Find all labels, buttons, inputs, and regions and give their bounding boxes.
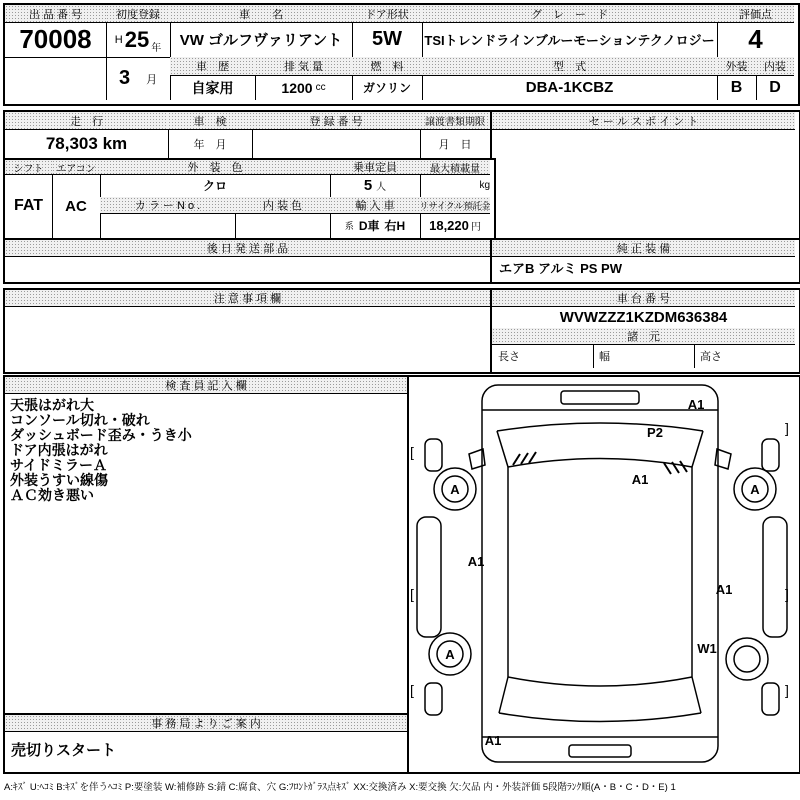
import-car-value (330, 213, 420, 238)
history-label: 車 歴 (170, 57, 255, 75)
corner-bracket: ] (785, 586, 789, 602)
rear-window-left (499, 677, 508, 713)
sales-point-section (490, 110, 800, 244)
exterior-color-label: 外 装 色 (100, 160, 330, 174)
damage-label: W1 (697, 641, 717, 656)
model-code-value: DBA-1KCBZ (525, 79, 614, 96)
exterior-grade-value: B (730, 78, 743, 96)
capacity-value (330, 174, 420, 197)
exterior-label: 外装 (717, 57, 756, 75)
genuine-equipment-label: 純 正 装 備 (492, 240, 795, 256)
recycle-amount: 18,220 (429, 218, 469, 233)
import-car: D車 (358, 219, 380, 233)
inspector-note: ダッシュボード歪み・うき小 (10, 427, 192, 443)
auction-number-value: 70008 (19, 24, 92, 54)
inspection-expiry-label: 車 検 (168, 112, 252, 129)
inspector-note: 天張はがれ大 (10, 397, 94, 413)
grade-label: グ レ ー ド (422, 5, 717, 22)
genuine-equipment-value: エアB アルミ PS PW (499, 260, 622, 276)
aircon-value: AC (65, 197, 87, 215)
damage-label: A1 (484, 733, 502, 748)
inspector-notes-list (10, 398, 402, 503)
rear-right-wheel-inner (734, 646, 760, 672)
mileage-label: 走 行 (5, 112, 168, 129)
score-value: 4 (748, 24, 763, 54)
car-name-label: 車 名 (170, 5, 352, 22)
interior-color-label: 内 装 色 (235, 197, 330, 213)
windshield-top (497, 423, 703, 431)
mileage-value: 78,303 km (45, 133, 128, 153)
later-parts-label: 後 日 発 送 部 品 (5, 240, 490, 256)
left-side-panel (417, 517, 441, 637)
auction-number-label: 出 品 番 号 (5, 5, 106, 22)
max-load-unit: kg (479, 180, 490, 191)
car-outline-group (417, 385, 787, 762)
inspector-note: サイドミラーＡ (10, 457, 108, 473)
corner-bracket: ] (785, 682, 789, 698)
damage-label: A1 (687, 397, 705, 412)
grade-value: TSIトレンドラインブルーモーションテクノロジー (424, 33, 715, 48)
equipment-section (3, 158, 496, 244)
disp-number: 1200 (281, 79, 313, 96)
month-unit: 月 (146, 73, 158, 86)
door-shape-value: 5W (372, 28, 402, 50)
specs-label: 諸 元 (492, 328, 795, 344)
transfer-deadline-label: 譲渡書類期限 (420, 112, 490, 129)
spec-length-label: 長さ (498, 351, 520, 363)
score-label: 評価点 (717, 5, 794, 22)
rear-window-top (508, 677, 692, 686)
interior-color-value (235, 213, 330, 238)
door-shape-label: ドア形状 (352, 5, 422, 22)
caution-section (3, 288, 496, 374)
damage-label: A1 (631, 472, 649, 487)
registration-number-label: 登 録 番 号 (252, 112, 420, 129)
car-body-outline (482, 385, 718, 762)
office-notice-label: 事 務 局 よ り ご 案 内 (5, 715, 407, 731)
rear-plate (569, 745, 631, 757)
capacity-label: 乗車定員 (330, 160, 420, 174)
corner-bracket: [ (410, 682, 414, 698)
import-car-label: 輸 入 車 (330, 197, 420, 213)
windshield-left (497, 431, 508, 467)
fuel-label: 燃 料 (352, 57, 422, 75)
corner-bracket: [ (410, 444, 414, 460)
era-prefix: H (114, 33, 123, 46)
displacement-value (255, 75, 352, 100)
office-notice-value: 売切りスタート (11, 741, 117, 759)
shift-value: FAT (13, 197, 44, 214)
displacement-label: 排 気 量 (255, 57, 352, 75)
rear-right-wheel (726, 638, 768, 680)
history-value: 自家用 (191, 79, 234, 96)
left-front-fender (425, 439, 442, 471)
inspection-expiry-value: 年 月 (193, 138, 227, 151)
capacity-unit: 人 (376, 182, 387, 193)
color-number-label: カ ラ ー N o . (100, 197, 235, 213)
divider (5, 731, 407, 732)
inspector-notes-section (3, 375, 413, 719)
inspector-note: コンソール切れ・破れ (10, 412, 150, 428)
damage-label: A1 (467, 554, 485, 569)
later-parts-value (5, 256, 490, 278)
damage-labels-group (445, 397, 760, 748)
capacity-number: 5 (363, 177, 373, 194)
recycle-deposit-value (420, 213, 490, 238)
reg-year: 25 (124, 26, 150, 52)
rear-window-bottom (499, 713, 701, 722)
max-load-label: 最大積載量 (420, 160, 490, 174)
interior-grade-value: D (769, 78, 781, 96)
sales-point-value (492, 129, 795, 238)
right-rear-fender (762, 683, 779, 715)
car-diagram-section (407, 375, 800, 774)
damage-label: A (445, 647, 455, 662)
import-handle: 右H (384, 219, 406, 233)
spec-height-label: 高さ (700, 351, 722, 363)
right-side-panel (763, 517, 787, 637)
divider (5, 393, 407, 394)
disp-unit: cc (315, 82, 326, 93)
shift-label: シフト (5, 160, 52, 174)
transfer-deadline-value: 月 日 (438, 138, 472, 151)
corner-bracket: [ (410, 586, 414, 602)
chassis-number-value: WVWZZZ1KZDM636384 (559, 308, 728, 326)
import-prefix: 系 (344, 221, 354, 231)
chassis-number-label: 車 台 番 号 (492, 290, 795, 306)
exterior-color-value: クロ (202, 179, 227, 193)
windshield-right (692, 431, 703, 467)
inspector-note: 外装うすい線傷 (10, 472, 108, 488)
registration-number-value (252, 129, 420, 158)
inspector-note: ドア内張はがれ (10, 442, 108, 458)
front-plate (561, 391, 639, 404)
damage-label: P2 (647, 425, 663, 440)
reg-month: 3 (118, 67, 131, 89)
fuel-value: ガソリン (362, 81, 411, 95)
year-unit: 年 (151, 43, 162, 54)
aircon-label: エアコン (52, 160, 100, 174)
left-rear-fender (425, 683, 442, 715)
genuine-equipment-section (490, 238, 800, 284)
right-front-fender (762, 439, 779, 471)
damage-label: A1 (715, 582, 733, 597)
top-info-section (3, 3, 800, 106)
damage-label: A (750, 482, 760, 497)
rear-window-right (692, 677, 701, 713)
color-number-value (100, 213, 235, 238)
car-name-value: VW ゴルフヴァリアント (179, 32, 343, 49)
recycle-unit: 円 (470, 222, 481, 233)
later-parts-section (3, 238, 496, 284)
sales-point-label: セ ー ル ス ポ イ ン ト (492, 112, 795, 129)
model-code-label: 型 式 (422, 57, 717, 75)
chassis-specs-section (490, 288, 800, 374)
inspector-notes-label: 検 査 員 記 入 欄 (5, 377, 407, 393)
recycle-deposit-label: リサイクル預託金 (420, 197, 490, 213)
inspector-note: ＡＣ効き悪い (10, 487, 94, 503)
spec-width-label: 幅 (599, 351, 610, 363)
caution-label: 注 意 事 項 欄 (5, 290, 490, 306)
interior-label: 内装 (756, 57, 794, 75)
first-registration-year (106, 22, 170, 57)
corner-bracket: ] (785, 420, 789, 436)
damage-label: A (450, 482, 460, 497)
car-diagram (409, 377, 795, 768)
caution-value (5, 306, 490, 368)
first-registration-label: 初度登録 (106, 5, 170, 22)
mileage-section (3, 110, 496, 164)
first-registration-month (106, 57, 170, 100)
office-notice-section (3, 713, 413, 774)
legend-text: A:ｷｽﾞ U:ﾍｺﾐ B:ｷｽﾞを伴うﾍｺﾐ P:要塗装 W:補修跡 S:錆 C:腐食、穴 G:ﾌﾛﾝﾄｶﾞﾗｽ点ｷｽﾞ XX:交換済み X:要交換 欠:欠品 内・外装評価 5段階ﾗﾝｸ順(A・B・C・D・E) 1 (4, 782, 676, 793)
